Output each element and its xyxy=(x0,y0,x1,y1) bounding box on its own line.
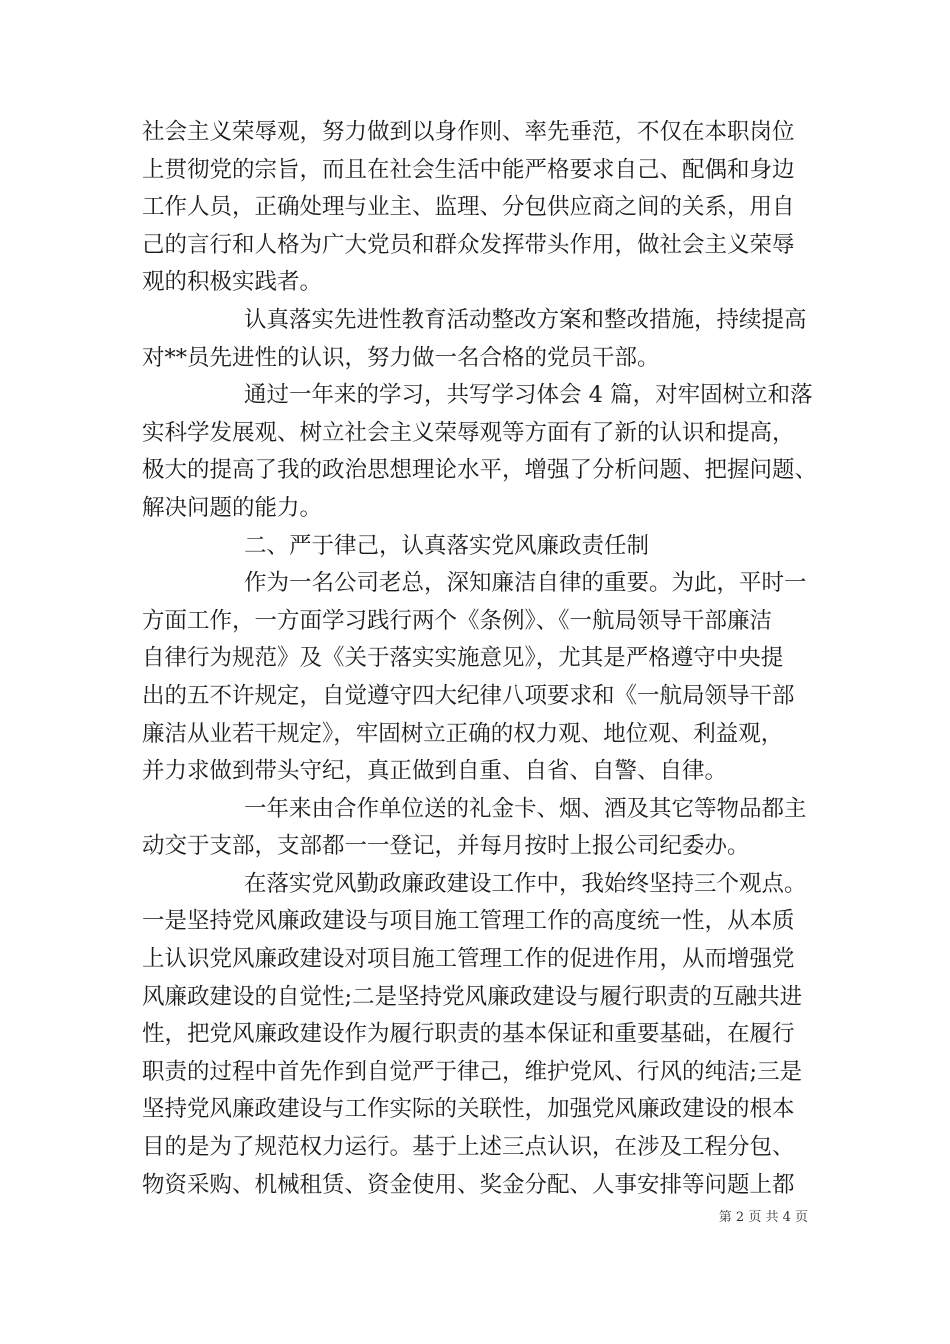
text-line: 职责的过程中首先作到自觉严于律己，维护党风、行风的纯洁;三是 xyxy=(142,1058,803,1085)
text-line: 己的言行和人格为广大党员和群众发挥带头作用，做社会主义荣辱 xyxy=(142,231,795,258)
section-heading: 二、严于律己，认真落实党风廉政责任制 xyxy=(244,532,650,559)
paragraph-first-line: 通过一年来的学习，共写学习体会 4 篇，对牢固树立和落 xyxy=(244,382,813,409)
text-line: 对**员先进性的认识，努力做一名合格的党员干部。 xyxy=(142,344,660,371)
paragraph-first-line: 认真落实先进性教育活动整改方案和整改措施，持续提高 xyxy=(244,306,807,333)
page-number: 第 2 页 共 4 页 xyxy=(718,1210,808,1225)
text-line: 工作人员，正确处理与业主、监理、分包供应商之间的关系，用自 xyxy=(142,194,795,221)
text-line: 解决问题的能力。 xyxy=(142,494,323,521)
text-line: 出的五不许规定，自觉遵守四大纪律八项要求和《一航局领导干部 xyxy=(142,682,795,709)
paragraph-first-line: 一年来由合作单位送的礼金卡、烟、酒及其它等物品都主 xyxy=(244,795,807,822)
paragraph-first-line: 作为一名公司老总，深知廉洁自律的重要。为此，平时一 xyxy=(244,570,807,597)
document-body xyxy=(142,114,822,1204)
text-line: 观的积极实践者。 xyxy=(142,269,323,296)
text-line: 上贯彻党的宗旨，而且在社会生活中能严格要求自己、配偶和身边 xyxy=(142,156,795,183)
text-line: 一是坚持党风廉政建设与项目施工管理工作的高度统一性，从本质 xyxy=(142,908,795,935)
text-line: 自律行为规范》及《关于落实实施意见》，尤其是严格遵守中央提 xyxy=(142,645,784,672)
text-line: 极大的提高了我的政治思想理论水平，增强了分析问题、把握问题、 xyxy=(142,457,818,484)
text-line: 风廉政建设的自觉性;二是坚持党风廉政建设与履行职责的互融共进 xyxy=(142,983,803,1010)
text-line: 动交于支部，支部都一一登记，并每月按时上报公司纪委办。 xyxy=(142,833,750,860)
text-line: 上认识党风廉政建设对项目施工管理工作的促进作用，从而增强党 xyxy=(142,946,795,973)
text-line: 物资采购、机械租赁、资金使用、奖金分配、人事安排等问题上都 xyxy=(142,1171,795,1198)
text-line: 坚持党风廉政建设与工作实际的关联性，加强党风廉政建设的根本 xyxy=(142,1096,795,1123)
text-line: 廉洁从业若干规定》，牢固树立正确的权力观、地位观、利益观， xyxy=(142,720,784,747)
text-line: 方面工作，一方面学习践行两个《条例》、《一航局领导干部廉洁 xyxy=(142,607,773,634)
text-line: 性，把党风廉政建设作为履行职责的基本保证和重要基础，在履行 xyxy=(142,1021,795,1048)
text-line: 并力求做到带头守纪，真正做到自重、自省、自警、自律。 xyxy=(142,758,728,785)
text-line: 实科学发展观、树立社会主义荣辱观等方面有了新的认识和提高， xyxy=(142,419,795,446)
paragraph-first-line: 在落实党风勤政廉政建设工作中，我始终坚持三个观点。 xyxy=(244,870,807,897)
text-line: 目的是为了规范权力运行。基于上述三点认识，在涉及工程分包、 xyxy=(142,1134,795,1161)
text-line: 社会主义荣辱观，努力做到以身作则、率先垂范，不仅在本职岗位 xyxy=(142,119,795,145)
